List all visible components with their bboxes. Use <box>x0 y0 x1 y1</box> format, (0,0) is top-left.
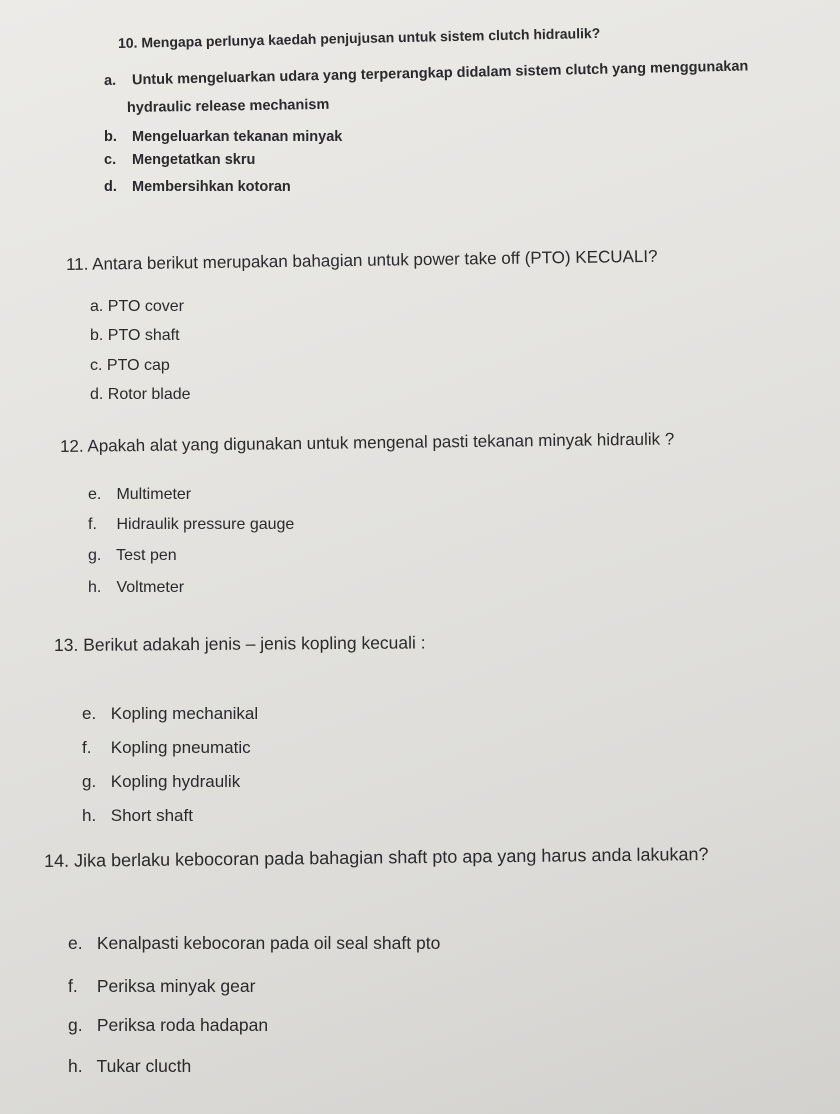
option-label: c. <box>90 357 103 374</box>
question-text: Apakah alat yang digunakan untuk mengenal pasti tekanan minyak hidraulik ? <box>87 429 675 456</box>
option-text: hydraulic release mechanism <box>126 96 330 116</box>
option-text: PTO cover <box>107 298 184 315</box>
option-11-c <box>90 358 170 374</box>
option-label: e. <box>88 486 102 503</box>
option-14-h <box>68 1058 191 1076</box>
option-12-g <box>88 548 177 564</box>
option-14-f <box>68 978 255 996</box>
option-13-e <box>82 705 258 722</box>
option-text: Voltmeter <box>116 579 185 596</box>
option-text: Periksa roda hadapan <box>96 1015 269 1035</box>
option-label: b. <box>90 327 104 344</box>
question-12 <box>60 430 674 455</box>
option-13-h <box>82 807 193 824</box>
option-10-b <box>104 130 342 145</box>
question-text: Berikut adakah jenis – jenis kopling kecuali : <box>83 632 426 655</box>
option-10-c <box>104 153 255 168</box>
option-text: Short shaft <box>110 806 193 825</box>
option-text: Test pen <box>116 547 177 564</box>
option-11-d <box>90 387 191 403</box>
option-text: Membersihkan kotoran <box>132 179 291 195</box>
option-11-b <box>90 328 180 344</box>
question-number: 13. <box>53 634 79 655</box>
option-label: g. <box>68 1015 83 1035</box>
option-text: PTO shaft <box>107 327 180 344</box>
option-label: g. <box>88 547 102 564</box>
question-10 <box>118 26 601 50</box>
option-10-a <box>104 59 749 88</box>
option-12-f <box>88 517 294 533</box>
option-label: h. <box>82 806 97 825</box>
option-text: Kopling mechanikal <box>110 704 259 723</box>
option-text: Multimeter <box>116 486 192 503</box>
option-label: h. <box>68 1056 83 1076</box>
option-label: a. <box>90 298 104 315</box>
option-13-f <box>82 739 251 756</box>
option-text: Kenalpasti kebocoran pada oil seal shaft pto <box>96 933 441 953</box>
option-label: d. <box>90 386 104 403</box>
option-12-h <box>88 580 184 596</box>
question-text: Antara berikut merupakan bahagian untuk power take off (PTO) KECUALI? <box>92 246 658 274</box>
option-text: Untuk mengeluarkan udara yang terperangkap didalam sistem clutch yang menggunakan <box>131 58 749 89</box>
option-text: Mengetatkan skru <box>132 152 256 168</box>
question-text: Jika berlaku kebocoran pada bahagian shaft pto apa yang harus anda lakukan? <box>73 844 709 871</box>
option-12-e <box>88 487 191 503</box>
question-number: 12. <box>59 436 84 456</box>
option-10-d <box>104 180 291 195</box>
option-label: e. <box>68 933 83 953</box>
option-text: Mengeluarkan tekanan minyak <box>132 129 343 145</box>
option-label: h. <box>88 579 102 596</box>
option-text: Tukar clucth <box>96 1056 192 1076</box>
option-label: f. <box>88 516 97 533</box>
option-11-a <box>90 299 184 315</box>
option-label: d. <box>104 179 117 195</box>
option-label: f. <box>82 738 92 757</box>
option-label: g. <box>82 772 97 791</box>
option-14-e <box>68 935 440 953</box>
question-text: Mengapa perlunya kaedah penjujusan untuk sistem clutch hidraulik? <box>141 24 601 51</box>
option-10-a-continued <box>127 98 330 116</box>
question-14 <box>44 845 709 870</box>
option-label: c. <box>104 152 117 168</box>
option-text: Kopling pneumatic <box>110 738 251 757</box>
option-label: b. <box>104 129 117 145</box>
option-text: PTO cap <box>106 357 170 374</box>
option-label: a. <box>103 72 117 89</box>
option-14-g <box>68 1017 268 1035</box>
option-text: Rotor blade <box>107 386 191 403</box>
option-text: Hidraulik pressure gauge <box>116 516 295 533</box>
option-text: Periksa minyak gear <box>96 976 256 996</box>
question-13 <box>54 634 426 654</box>
option-label: f. <box>68 976 78 996</box>
option-label: e. <box>82 704 97 723</box>
question-number: 10. <box>117 34 138 51</box>
option-text: Kopling hydraulik <box>110 772 241 791</box>
question-number: 14. <box>43 850 70 871</box>
question-number: 11. <box>65 254 89 274</box>
option-13-g <box>82 773 240 790</box>
question-11 <box>66 248 658 273</box>
